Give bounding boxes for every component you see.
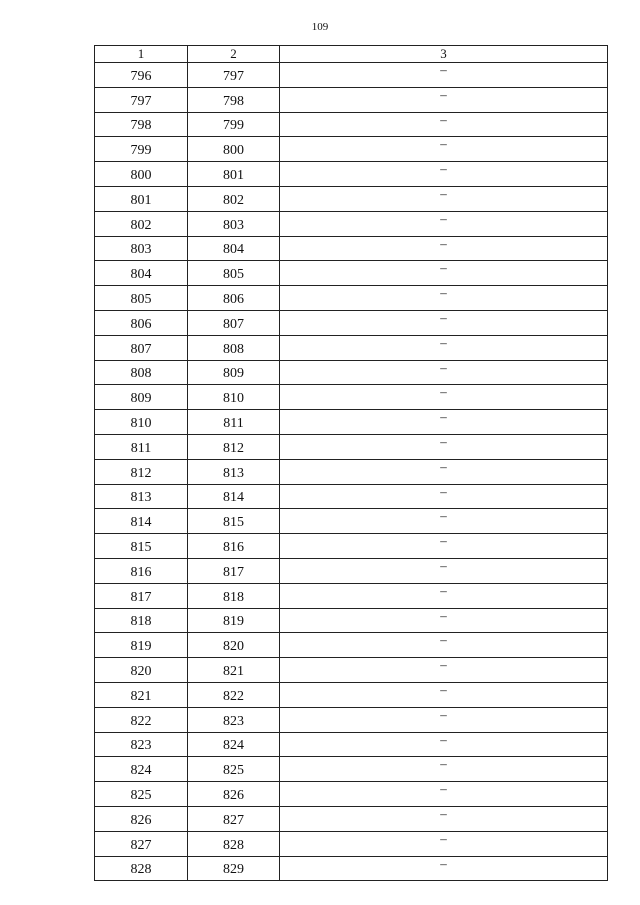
table-row [95, 162, 608, 187]
table-cell: 803 [95, 236, 188, 261]
table-cell: 805 [188, 261, 280, 286]
table-cell: 810 [188, 385, 280, 410]
table-row [95, 410, 608, 435]
table-cell: 797 [95, 87, 188, 112]
table-cell-dash: – [280, 534, 608, 559]
table-row [95, 459, 608, 484]
table-cell: 803 [188, 211, 280, 236]
table-cell: 816 [95, 558, 188, 583]
table-cell-dash: – [280, 360, 608, 385]
table-cell: 822 [95, 707, 188, 732]
table-cell: 819 [188, 608, 280, 633]
table-cell: 819 [95, 633, 188, 658]
table-cell: 801 [95, 186, 188, 211]
table-cell: 817 [188, 558, 280, 583]
table-cell: 802 [95, 211, 188, 236]
table-cell: 827 [95, 831, 188, 856]
table-cell: 826 [95, 806, 188, 831]
table-cell: 810 [95, 410, 188, 435]
table-cell-dash: – [280, 186, 608, 211]
table-row [95, 385, 608, 410]
table-row [95, 335, 608, 360]
table-cell: 798 [188, 87, 280, 112]
table-cell: 808 [188, 335, 280, 360]
table-cell: 806 [95, 310, 188, 335]
table-cell-dash: – [280, 459, 608, 484]
table-body [95, 63, 608, 881]
table-row [95, 782, 608, 807]
table-cell-dash: – [280, 707, 608, 732]
table-row [95, 707, 608, 732]
table-row [95, 757, 608, 782]
table-cell: 821 [188, 658, 280, 683]
table-cell: 806 [188, 286, 280, 311]
table-cell: 812 [95, 459, 188, 484]
table-row [95, 236, 608, 261]
table-cell: 827 [188, 806, 280, 831]
table-cell: 823 [188, 707, 280, 732]
table-cell: 828 [188, 831, 280, 856]
table-row [95, 286, 608, 311]
table-row [95, 856, 608, 881]
table-cell-dash: – [280, 782, 608, 807]
table-cell-dash: – [280, 112, 608, 137]
table-cell-dash: – [280, 63, 608, 88]
table-row [95, 186, 608, 211]
table-cell-dash: – [280, 583, 608, 608]
table-cell: 804 [188, 236, 280, 261]
table-cell: 813 [95, 484, 188, 509]
table-cell: 816 [188, 534, 280, 559]
table-cell: 820 [95, 658, 188, 683]
table-cell: 805 [95, 286, 188, 311]
table-cell-dash: – [280, 806, 608, 831]
table-row [95, 509, 608, 534]
table-cell: 811 [188, 410, 280, 435]
table-cell-dash: – [280, 757, 608, 782]
table-cell: 800 [188, 137, 280, 162]
table-cell-dash: – [280, 211, 608, 236]
table-cell-dash: – [280, 509, 608, 534]
table-row [95, 633, 608, 658]
table-row [95, 484, 608, 509]
table-cell: 814 [95, 509, 188, 534]
table-cell-dash: – [280, 286, 608, 311]
table-cell: 804 [95, 261, 188, 286]
table-row [95, 682, 608, 707]
table-cell: 817 [95, 583, 188, 608]
table-cell-dash: – [280, 831, 608, 856]
table-cell-dash: – [280, 261, 608, 286]
table-cell: 823 [95, 732, 188, 757]
table-cell: 825 [95, 782, 188, 807]
table-cell-dash: – [280, 608, 608, 633]
table-cell: 799 [95, 137, 188, 162]
table-cell: 815 [95, 534, 188, 559]
table-row [95, 732, 608, 757]
table-row [95, 211, 608, 236]
table-cell: 825 [188, 757, 280, 782]
table-cell-dash: – [280, 310, 608, 335]
table-cell: 807 [188, 310, 280, 335]
table-cell: 813 [188, 459, 280, 484]
table-cell: 824 [95, 757, 188, 782]
table-row [95, 310, 608, 335]
table-cell-dash: – [280, 558, 608, 583]
table-cell: 808 [95, 360, 188, 385]
table-cell-dash: – [280, 410, 608, 435]
table-cell: 828 [95, 856, 188, 881]
table-cell: 797 [188, 63, 280, 88]
table-row [95, 583, 608, 608]
table-cell: 829 [188, 856, 280, 881]
table-row [95, 831, 608, 856]
table-cell: 807 [95, 335, 188, 360]
table-row [95, 534, 608, 559]
table-cell: 809 [188, 360, 280, 385]
table-cell-dash: – [280, 434, 608, 459]
table-row [95, 261, 608, 286]
table-row [95, 806, 608, 831]
table-cell: 802 [188, 186, 280, 211]
table-cell: 826 [188, 782, 280, 807]
table-row [95, 112, 608, 137]
table-cell: 812 [188, 434, 280, 459]
table-cell-dash: – [280, 335, 608, 360]
table-row [95, 137, 608, 162]
table-row [95, 434, 608, 459]
table-row [95, 63, 608, 88]
table-row [95, 608, 608, 633]
table-cell: 818 [188, 583, 280, 608]
table-cell-dash: – [280, 162, 608, 187]
table-cell-dash: – [280, 137, 608, 162]
column-header: 2 [188, 46, 280, 63]
table-cell: 796 [95, 63, 188, 88]
table-row [95, 87, 608, 112]
page-number: 109 [311, 21, 329, 33]
column-header: 1 [95, 46, 188, 63]
table-cell: 801 [188, 162, 280, 187]
table-cell-dash: – [280, 484, 608, 509]
table-cell-dash: – [280, 856, 608, 881]
table-cell: 799 [188, 112, 280, 137]
table-row [95, 658, 608, 683]
table-cell: 815 [188, 509, 280, 534]
table-cell: 809 [95, 385, 188, 410]
table-header-row [95, 46, 608, 63]
table-cell: 824 [188, 732, 280, 757]
table-cell-dash: – [280, 385, 608, 410]
table-cell-dash: – [280, 633, 608, 658]
table-cell-dash: – [280, 236, 608, 261]
table-cell-dash: – [280, 658, 608, 683]
table-row [95, 558, 608, 583]
table-cell: 818 [95, 608, 188, 633]
table-cell: 798 [95, 112, 188, 137]
data-table [94, 45, 608, 881]
table-cell: 814 [188, 484, 280, 509]
column-header: 3 [280, 46, 608, 63]
table-cell: 820 [188, 633, 280, 658]
table-cell-dash: – [280, 682, 608, 707]
table-cell: 800 [95, 162, 188, 187]
table-row [95, 360, 608, 385]
table-cell-dash: – [280, 87, 608, 112]
table-cell: 811 [95, 434, 188, 459]
table-cell-dash: – [280, 732, 608, 757]
table-cell: 821 [95, 682, 188, 707]
table-cell: 822 [188, 682, 280, 707]
